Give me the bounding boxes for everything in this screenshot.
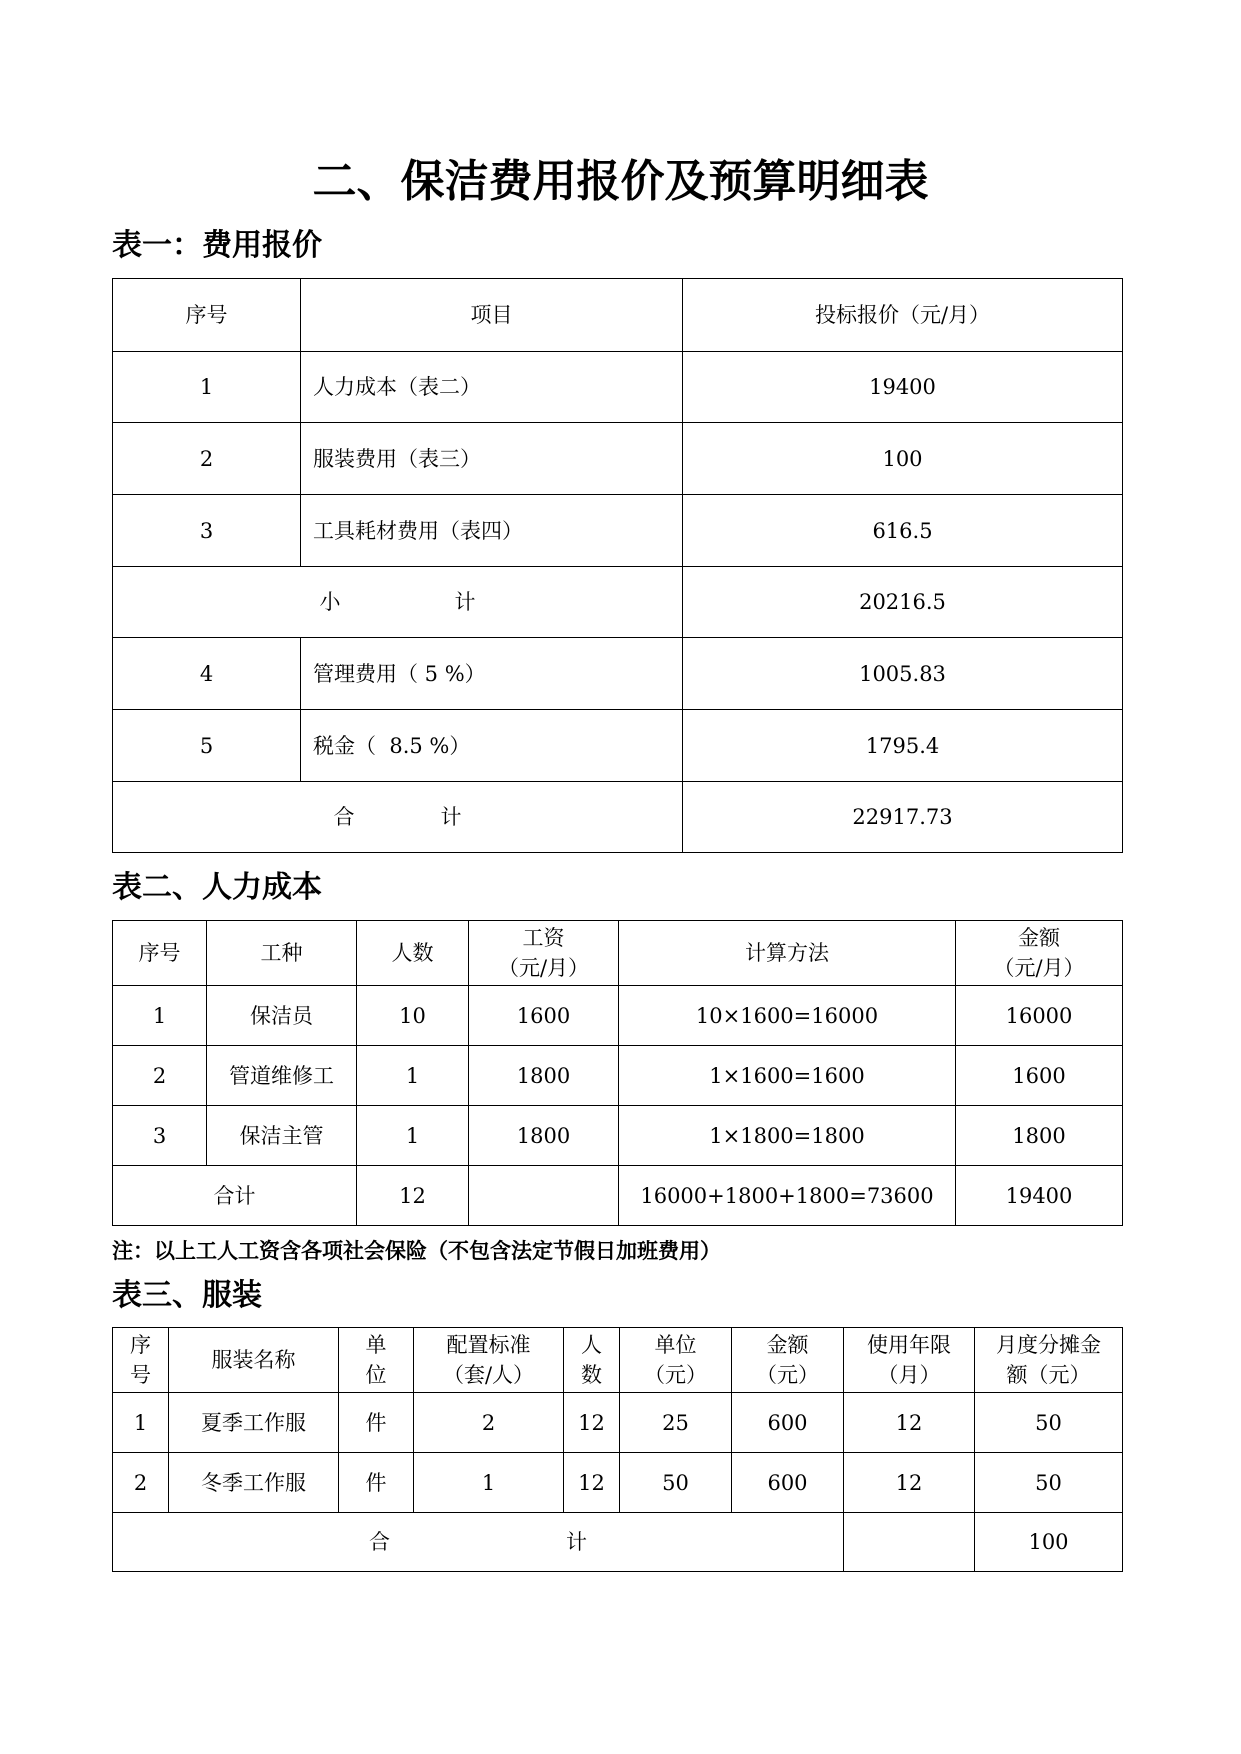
row-price: 616.5 (683, 495, 1123, 567)
wage-note: 注：以上工人工资含各项社会保险（不包含法定节假日加班费用） (112, 1239, 721, 1263)
header-text: 位 (365, 1363, 387, 1387)
subtotal-price: 20216.5 (683, 567, 1123, 638)
row-life: 12 (844, 1393, 975, 1453)
row-number: 2 (113, 1453, 169, 1513)
total-monthly: 100 (975, 1513, 1123, 1572)
table-row (113, 352, 1123, 423)
row-std: 1 (414, 1453, 564, 1513)
subtotal-label-b: 计 (454, 590, 476, 614)
row-item: 服装费用（表三） (301, 423, 683, 495)
header-cell: 项目 (301, 279, 683, 352)
row-method: 10×1600=16000 (619, 986, 956, 1046)
row-amount: 1600 (956, 1046, 1123, 1106)
table1-heading: 表一：费用报价 (112, 228, 322, 263)
header-cell: 投标报价（元/月） (683, 279, 1123, 352)
row-price: 25 (620, 1393, 732, 1453)
row-price: 50 (620, 1453, 732, 1513)
total-life-empty (844, 1513, 975, 1572)
table-header-row (113, 279, 1123, 352)
table-row (113, 423, 1123, 495)
header-text: 使用年限 (867, 1333, 951, 1357)
header-wage-line1: 工资 (522, 926, 565, 950)
row-number: 2 (113, 423, 301, 495)
row-type: 管道维修工 (207, 1046, 357, 1106)
page-title: 二、保洁费用报价及预算明细表 (312, 156, 929, 207)
uniform-table (112, 1327, 1123, 1572)
row-count: 1 (357, 1046, 469, 1106)
total-method: 16000+1800+1800=73600 (619, 1166, 956, 1226)
row-number: 1 (113, 352, 301, 423)
row-wage: 1600 (469, 986, 619, 1046)
total-price: 22917.73 (683, 782, 1123, 853)
header-cell-people (564, 1328, 620, 1393)
header-text: 单位 (654, 1333, 697, 1357)
row-life: 12 (844, 1453, 975, 1513)
header-text: 序 (130, 1333, 151, 1357)
header-cell-life (844, 1328, 975, 1393)
total-label (113, 1513, 844, 1572)
header-wage-line2: （元/月） (497, 956, 590, 980)
header-cell-no (113, 1328, 169, 1393)
table-row (113, 495, 1123, 567)
row-monthly: 50 (975, 1393, 1123, 1453)
row-item: 税金（ 8.5 %） (301, 710, 683, 782)
row-wage: 1800 (469, 1106, 619, 1166)
row-method: 1×1800=1800 (619, 1106, 956, 1166)
header-amount-line2: （元/月） (993, 956, 1085, 980)
row-monthly: 50 (975, 1453, 1123, 1513)
row-people: 12 (564, 1393, 620, 1453)
total-amount: 19400 (956, 1166, 1123, 1226)
total-row (113, 782, 1123, 853)
total-label: 合计 (113, 1166, 357, 1226)
table-header-row (113, 1328, 1123, 1393)
total-label (113, 782, 683, 853)
row-people: 12 (564, 1453, 620, 1513)
row-name: 夏季工作服 (169, 1393, 339, 1453)
row-number: 3 (113, 1106, 207, 1166)
header-cell: 计算方法 (619, 921, 956, 986)
row-item: 工具耗材费用（表四） (301, 495, 683, 567)
row-count: 1 (357, 1106, 469, 1166)
header-text: 人 (581, 1333, 602, 1357)
row-wage: 1800 (469, 1046, 619, 1106)
row-type: 保洁主管 (207, 1106, 357, 1166)
row-type: 保洁员 (207, 986, 357, 1046)
header-text: 数 (581, 1363, 602, 1387)
subtotal-row (113, 567, 1123, 638)
header-cell: 工种 (207, 921, 357, 986)
header-text: 金额 (766, 1333, 809, 1357)
header-text: （元） (644, 1363, 707, 1387)
table-header-row (113, 921, 1123, 986)
row-method: 1×1600=1600 (619, 1046, 956, 1106)
header-text: 额（元） (1006, 1363, 1091, 1387)
header-text: 配置标准 (446, 1333, 531, 1357)
header-cell-monthly (975, 1328, 1123, 1393)
header-cell-wage (469, 921, 619, 986)
row-number: 4 (113, 638, 301, 710)
header-amount-line1: 金额 (1018, 926, 1060, 950)
total-row (113, 1513, 1123, 1572)
subtotal-label (113, 567, 683, 638)
header-text: （月） (877, 1363, 941, 1387)
row-number: 1 (113, 1393, 169, 1453)
header-text: 号 (130, 1363, 151, 1387)
row-price: 19400 (683, 352, 1123, 423)
row-amount: 16000 (956, 986, 1123, 1046)
header-text: 单 (365, 1333, 387, 1357)
header-cell-amount (956, 921, 1123, 986)
header-text: （元） (756, 1363, 819, 1387)
total-count: 12 (357, 1166, 469, 1226)
row-amount: 600 (732, 1453, 844, 1513)
row-std: 2 (414, 1393, 564, 1453)
total-label-a: 合 (333, 805, 355, 829)
row-price: 100 (683, 423, 1123, 495)
header-cell-unit (339, 1328, 414, 1393)
total-label-b: 计 (440, 805, 462, 829)
row-number: 3 (113, 495, 301, 567)
row-number: 5 (113, 710, 301, 782)
table-row (113, 638, 1123, 710)
total-row (113, 1166, 1123, 1226)
row-number: 2 (113, 1046, 207, 1106)
header-cell-std (414, 1328, 564, 1393)
table3-heading: 表三、服装 (112, 1278, 262, 1313)
subtotal-label-a: 小 (319, 590, 341, 614)
header-cell-amount (732, 1328, 844, 1393)
labor-cost-table (112, 920, 1123, 1226)
row-unit: 件 (339, 1393, 414, 1453)
fee-quote-table (112, 278, 1123, 853)
table2-heading: 表二、人力成本 (112, 870, 322, 905)
table-row (113, 1046, 1123, 1106)
total-label-b: 计 (566, 1530, 587, 1554)
table-row (113, 986, 1123, 1046)
row-amount: 1800 (956, 1106, 1123, 1166)
table-row (113, 1393, 1123, 1453)
table-row (113, 1106, 1123, 1166)
row-name: 冬季工作服 (169, 1453, 339, 1513)
header-cell-name: 服装名称 (169, 1328, 339, 1393)
row-item: 人力成本（表二） (301, 352, 683, 423)
row-amount: 600 (732, 1393, 844, 1453)
header-cell: 序号 (113, 921, 207, 986)
row-unit: 件 (339, 1453, 414, 1513)
table-row (113, 710, 1123, 782)
row-price: 1795.4 (683, 710, 1123, 782)
row-price: 1005.83 (683, 638, 1123, 710)
row-count: 10 (357, 986, 469, 1046)
header-cell-price (620, 1328, 732, 1393)
total-wage-empty (469, 1166, 619, 1226)
row-item: 管理费用（ 5 %） (301, 638, 683, 710)
row-number: 1 (113, 986, 207, 1046)
header-text: （套/人） (442, 1363, 535, 1387)
header-cell: 序号 (113, 279, 301, 352)
header-text: 月度分摊金 (996, 1333, 1101, 1357)
total-label-a: 合 (369, 1530, 390, 1554)
header-cell: 人数 (357, 921, 469, 986)
table-row (113, 1453, 1123, 1513)
